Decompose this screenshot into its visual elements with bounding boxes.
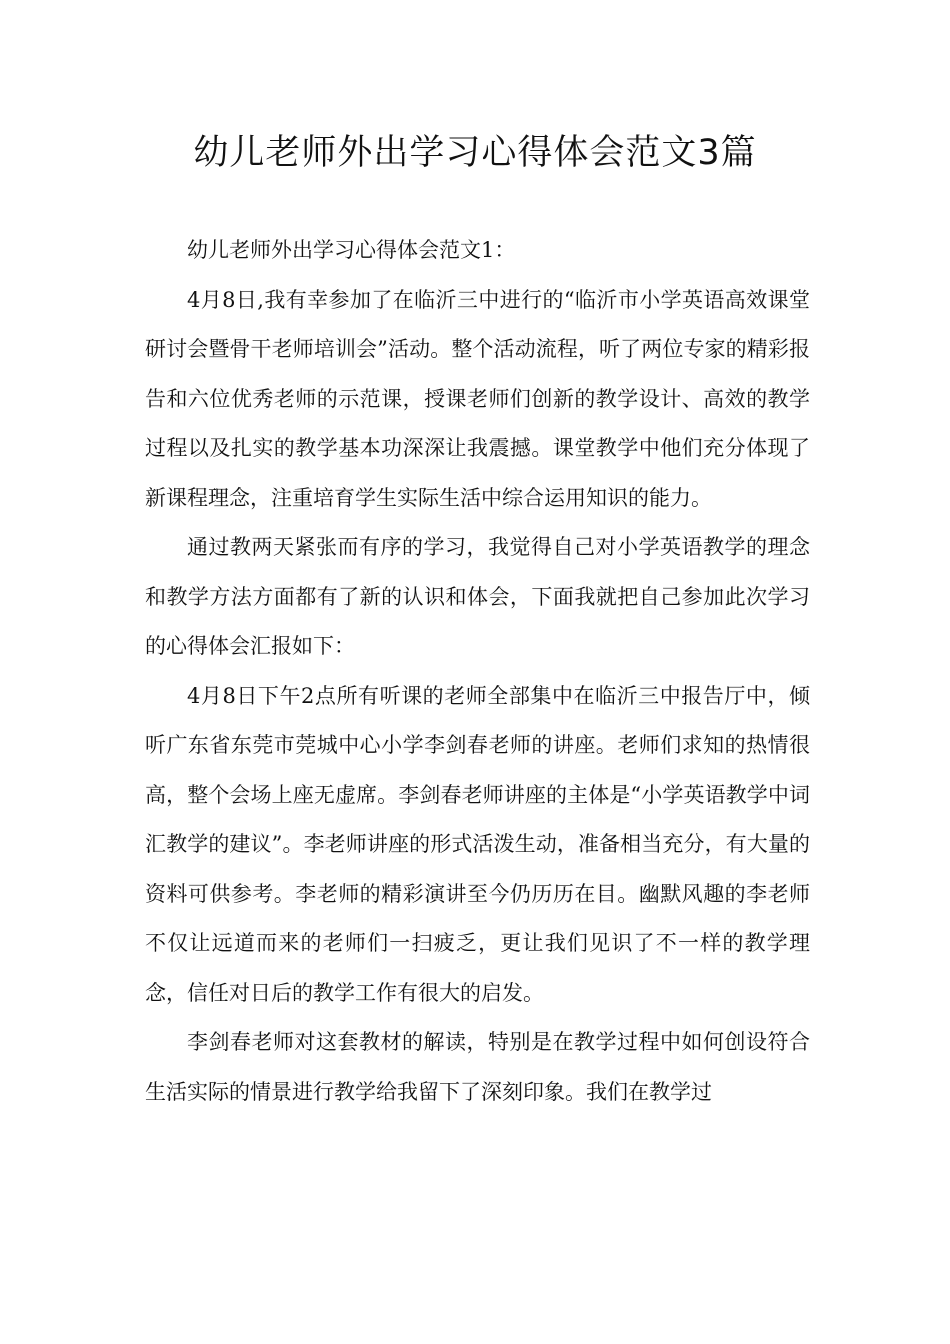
paragraph: 李剑春老师对这套教材的解读，特别是在教学过程中如何创设符合生活实际的情景进行教学给我留下了深刻印象。我们在教学过 — [145, 1030, 810, 1104]
paragraph: 4月8日下午2点所有听课的老师全部集中在临沂三中报告厅中，倾听广东省东莞市莞城中心小学李剑春老师的讲座。老师们求知的热情很高，整个会场上座无虚席。李剑春老师讲座的主体是“小学英语教学中词汇教学的建议”。李老师讲座的形式活泼生动，准备相当充分，有大量的资料可供参考。李老师的精彩演讲至今仍历历在目。幽默风趣的李老师不仅让远道而来的老师们一扫疲乏，更让我们见识了不一样的教学理念，信任对日后的教学工作有很大的启发。 — [145, 683, 810, 1005]
paragraph: 通过教两天紧张而有序的学习，我觉得自己对小学英语教学的理念和教学方法方面都有了新的认识和体会，下面我就把自己参加此次学习的心得体会汇报如下： — [145, 535, 810, 658]
document-body — [145, 226, 810, 1117]
document-title: 幼儿老师外出学习心得体会范文3篇 — [193, 133, 757, 173]
paragraph: 4月8日,我有幸参加了在临沂三中进行的“临沂市小学英语高效课堂研讨会暨骨干老师培训会”活动。整个活动流程，听了两位专家的精彩报告和六位优秀老师的示范课，授课老师们创新的教学设计、高效的教学过程以及扎实的教学基本功深深让我震撼。课堂教学中他们充分体现了新课程理念，注重培育学生实际生活中综合运用知识的能力。 — [145, 287, 810, 510]
paragraph-heading: 幼儿老师外出学习心得体会范文1： — [187, 238, 516, 262]
